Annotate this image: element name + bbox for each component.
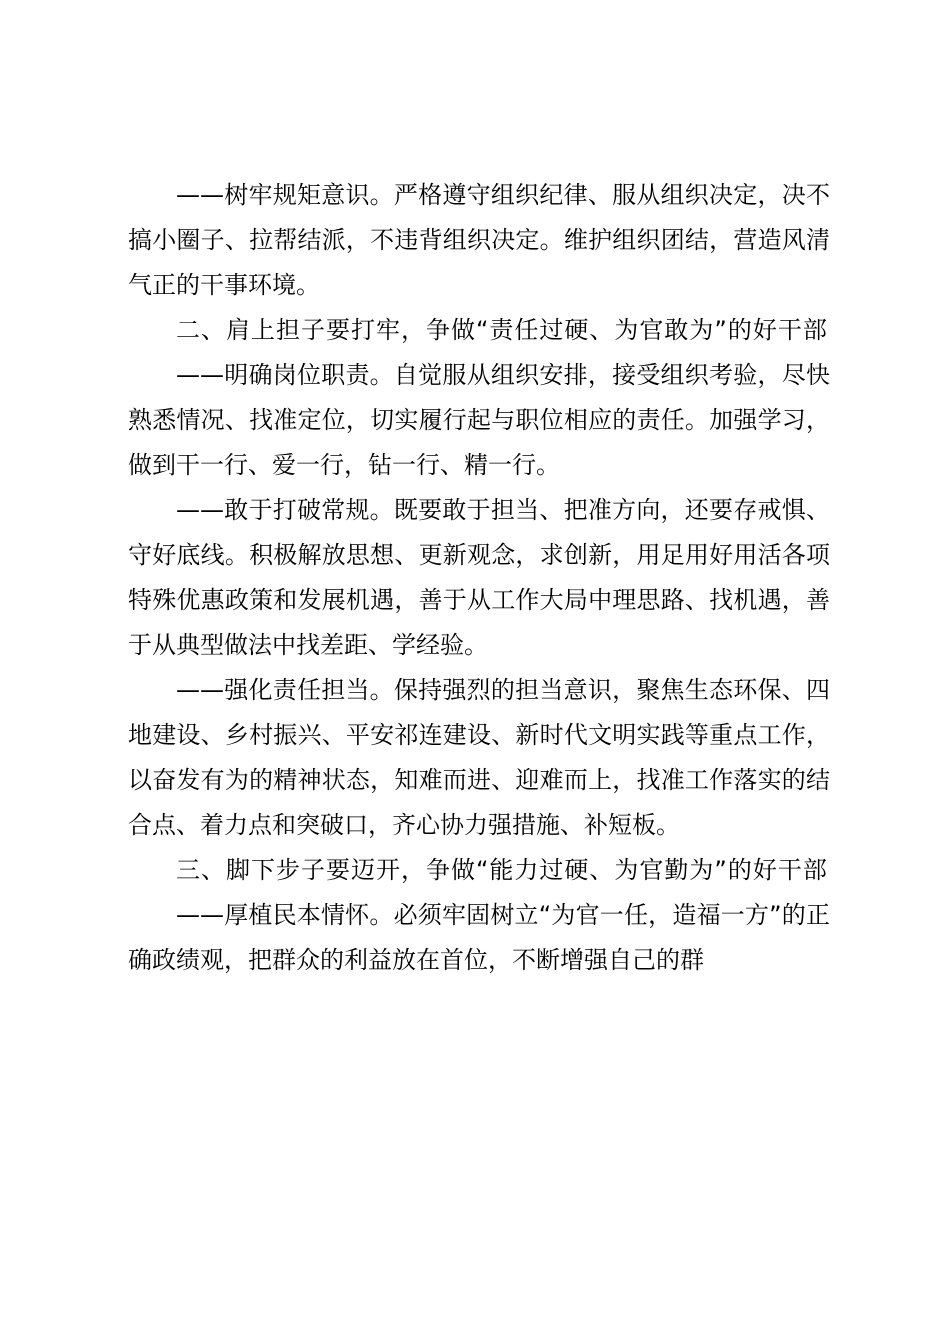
section-heading-three: 三、脚下步子要迈开，争做“能力过硬、为官勤为”的好干部 (176, 856, 828, 884)
paragraph-rules-awareness: ——树牢规矩意识。严格遵守组织纪律、服从组织决定，决不搞小圈子、拉帮结派，不违背组织决定。维护组织团结，营造风清气正的干事环境。 (128, 181, 830, 299)
section-heading-two: 二、肩上担子要打牢，争做“责任过硬、为官敢为”的好干部 (176, 316, 828, 344)
paragraph-job-duties: ——明确岗位职责。自觉服从组织安排，接受组织考验，尽快熟悉情况、找准定位，切实履行起与职位相应的责任。加强学习，做到干一行、爱一行，钻一行、精一行。 (128, 361, 830, 479)
paragraph-people-oriented: ——厚植民本情怀。必须牢固树立“为官一任，造福一方”的正确政绩观，把群众的利益放在首位，不断增强自己的群 (128, 901, 830, 974)
paragraph-responsibility: ——强化责任担当。保持强烈的担当意识，聚焦生态环保、四地建设、乡村振兴、平安祁连建设、新时代文明实践等重点工作，以奋发有为的精神状态，知难而进、迎难而上，找准工作落实的结合点、着力点和突破口，齐心协力强措施、补短板。 (128, 676, 830, 839)
paragraph-break-conventions: ——敢于打破常规。既要敢于担当、把准方向，还要存戒惧、守好底线。积极解放思想、更新观念，求创新，用足用好用活各项特殊优惠政策和发展机遇，善于从工作大局中理思路、找机遇，善于从典型做法中找差距、学经验。 (128, 496, 830, 659)
